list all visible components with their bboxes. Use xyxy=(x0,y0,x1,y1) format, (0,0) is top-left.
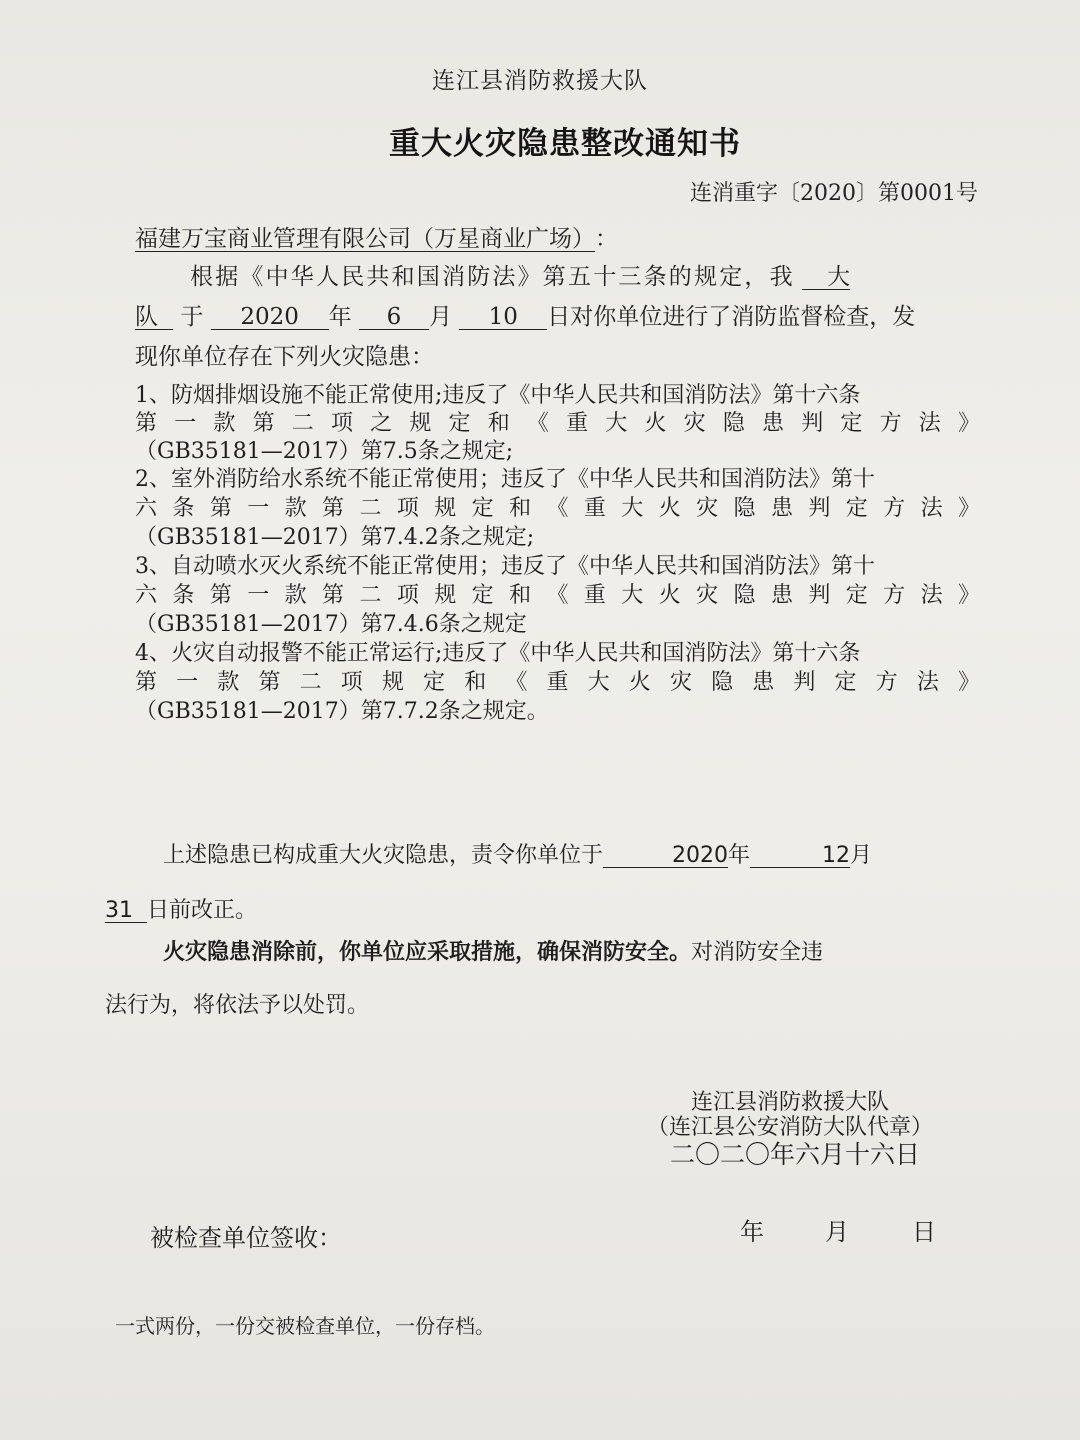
warning-line-2: 法行为，将依法予以处罚。 xyxy=(105,993,370,1018)
intro-text: 根据《中华人民共和国消防法》第五十三条的规定，我 xyxy=(190,264,795,290)
inspection-year: 2020 xyxy=(211,305,329,330)
hazard-line: （GB35181—2017）第7.4.6条之规定 xyxy=(135,612,527,637)
hazard-line: 1、防烟排烟设施不能正常使用;违反了《中华人民共和国消防法》第十六条 xyxy=(135,383,861,408)
hazard-line: 六条第一款第二项规定和《重大火灾隐患判定方法》 xyxy=(135,583,980,608)
recipient-suffix: ： xyxy=(595,226,618,252)
recipient-name: 福建万宝商业管理有限公司（万星商业广场） xyxy=(135,226,595,252)
hazard-line: 第一款第二项之规定和《重大火灾隐患判定方法》 xyxy=(135,411,980,436)
month-label: 月 xyxy=(428,304,452,330)
signature-agency: 连江县消防救援大队 xyxy=(690,1090,889,1115)
intro-line-3: 现你单位存在下列火灾隐患： xyxy=(135,344,434,370)
deadline-line-2 xyxy=(105,893,950,924)
warning-normal: 对消防安全违 xyxy=(691,940,824,965)
recipient xyxy=(135,220,618,253)
hazard-line: （GB35181—2017）第7.7.2条之规定。 xyxy=(135,699,549,724)
receipt-label: 被检查单位签收： xyxy=(150,1224,342,1252)
deadline-month-label: 月 xyxy=(850,843,873,868)
copies-note: 一式两份，一份交被检查单位，一份存档。 xyxy=(115,1314,495,1338)
intro-line-1 xyxy=(190,258,980,291)
hazard-line: 2、室外消防给水系统不能正常使用；违反了《中华人民共和国消防法》第十 xyxy=(135,467,875,492)
hazard-line: （GB35181—2017）第7.4.2条之规定; xyxy=(135,525,535,550)
hazard-line: 3、自动喷水灭火系统不能正常使用；违反了《中华人民共和国消防法》第十 xyxy=(135,554,875,579)
deadline-line-1 xyxy=(163,838,1003,869)
yu-label: 于 xyxy=(180,304,204,330)
inspecting-unit-part1: 大 xyxy=(802,265,850,290)
deadline-text: 上述隐患已构成重大火灾隐患，责令你单位于 xyxy=(163,843,604,868)
deadline-month: 12 xyxy=(750,844,850,868)
warning-bold: 火灾隐患消除前，你单位应采取措施，确保消防安全。 xyxy=(163,940,692,965)
inspection-day: 10 xyxy=(459,305,547,330)
signature-seal-note: （连江县公安消防大队代章） xyxy=(646,1115,933,1140)
deadline-year: 2020 xyxy=(603,844,728,868)
intro-line-2 xyxy=(135,298,980,331)
signature-date: 二〇二〇年六月十六日 xyxy=(669,1140,920,1169)
hazard-line: 4、火灾自动报警不能正常运行;违反了《中华人民共和国消防法》第十六条 xyxy=(135,641,861,666)
document-number: 连消重字〔2020〕第0001号 xyxy=(690,181,978,206)
deadline-end-text: 日前改正。 xyxy=(147,898,258,923)
inspecting-unit-part2: 队 xyxy=(135,305,173,330)
document-title: 重大火灾隐患整改通知书 xyxy=(389,126,741,162)
receipt-year-label: 年 xyxy=(740,1218,764,1246)
intro-rest: 日对你单位进行了消防监督检查，发 xyxy=(547,304,916,330)
hazard-line: （GB35181—2017）第7.5条之规定; xyxy=(135,439,514,464)
inspection-month: 6 xyxy=(359,305,429,330)
receipt-day-label: 日 xyxy=(912,1218,936,1246)
deadline-year-label: 年 xyxy=(728,843,751,868)
hazard-line: 六条第一款第二项规定和《重大火灾隐患判定方法》 xyxy=(135,496,980,521)
year-label: 年 xyxy=(328,304,352,330)
warning-line-1 xyxy=(163,935,1023,966)
hazard-line: 第一款第二项规定和《重大火灾隐患判定方法》 xyxy=(135,670,980,695)
deadline-day: 31 xyxy=(105,899,147,923)
issuing-agency: 连江县消防救援大队 xyxy=(432,68,648,94)
receipt-month-label: 月 xyxy=(825,1218,849,1246)
